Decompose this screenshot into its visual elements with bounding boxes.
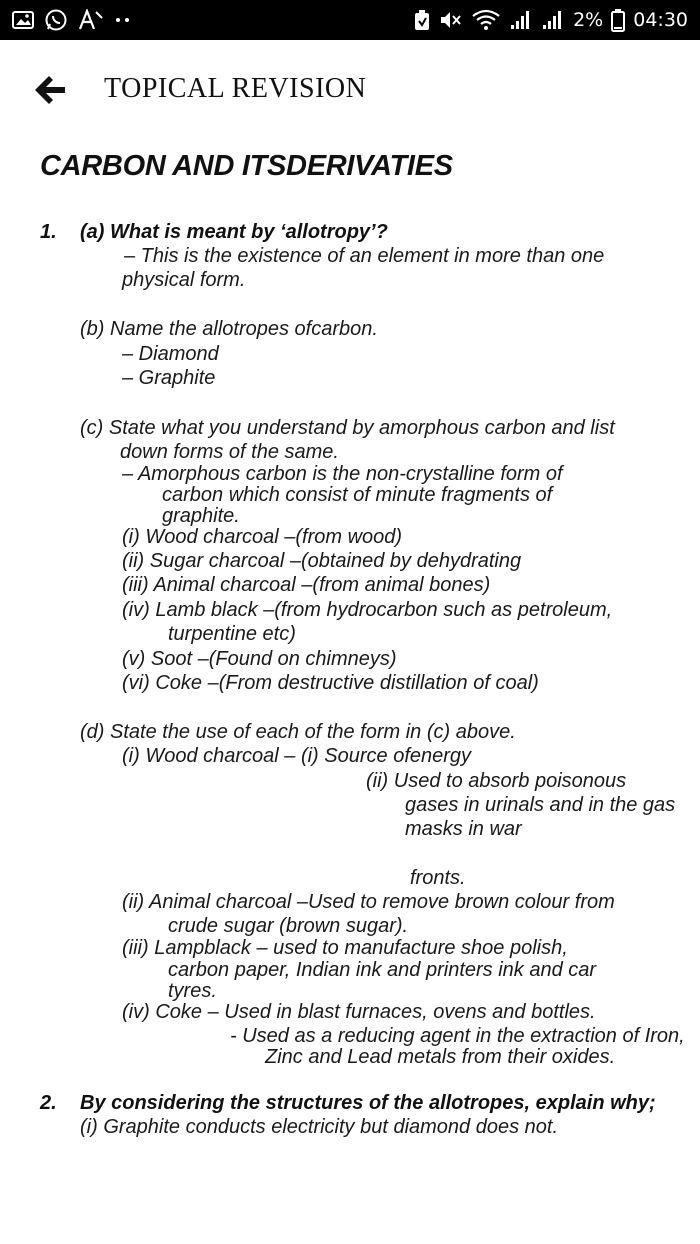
document-title: CARBON AND ITSDERIVATIES — [40, 150, 453, 182]
signal-icon — [509, 9, 533, 31]
question-1c-answer-line-2: carbon which consist of minute fragments of — [162, 484, 553, 506]
question-1c-list-item: (iv) Lamb black –(from hydrocarbon such as petroleum, — [122, 599, 613, 621]
question-1-number: 1. — [40, 221, 57, 243]
signal-icon-2 — [541, 9, 565, 31]
question-2-number: 2. — [40, 1092, 57, 1114]
question-1d-heading: (d) State the use of each of the form in (c) above. — [80, 721, 516, 743]
question-2-heading: By considering the structures of the allotropes, explain why; — [80, 1092, 656, 1114]
question-1d-line: tyres. — [168, 980, 217, 1002]
question-1d-line: (ii) Animal charcoal –Used to remove brown colour from — [122, 891, 615, 913]
question-1c-list-item: (ii) Sugar charcoal –(obtained by dehydrating — [122, 550, 522, 572]
question-1d-line: (i) Wood charcoal – (i) Source ofenergy — [122, 745, 472, 767]
question-1d-line: - Used as a reducing agent in the extraction of Iron, — [230, 1025, 685, 1047]
status-left-icons — [12, 8, 132, 32]
question-1d-line: Zinc and Lead metals from their oxides. — [265, 1046, 616, 1068]
question-2-item-1: (i) Graphite conducts electricity but diamond does not. — [80, 1116, 559, 1138]
status-bar — [0, 0, 700, 40]
question-1c-list-item: (iii) Animal charcoal –(from animal bones) — [122, 574, 491, 596]
question-1a-answer-line-2: physical form. — [122, 269, 246, 291]
question-1c-list-item: turpentine etc) — [168, 623, 296, 645]
question-1b-heading: (b) Name the allotropes ofcarbon. — [80, 318, 378, 340]
question-1c-list-item: (i) Wood charcoal –(from wood) — [122, 526, 403, 548]
question-1b-item-1: – Diamond — [122, 343, 219, 365]
app-title: TOPICAL REVISION — [104, 73, 367, 104]
gallery-icon — [12, 10, 34, 30]
clock: 04:30 — [633, 9, 688, 31]
app-bar — [0, 40, 700, 136]
battery-saver-icon — [413, 9, 431, 31]
more-dots-icon — [114, 16, 132, 24]
question-1d-line: gases in urinals and in the gas — [405, 794, 676, 816]
question-1c-answer-line-1: – Amorphous carbon is the non-crystalline form of — [122, 463, 563, 485]
question-1a-heading: (a) What is meant by ‘allotropy’? — [80, 221, 388, 243]
question-1d-line: fronts. — [410, 867, 466, 889]
mute-icon — [439, 9, 463, 31]
back-button[interactable] — [30, 70, 70, 110]
question-1b-item-2: – Graphite — [122, 367, 216, 389]
question-1c-heading-line-1: (c) State what you understand by amorphous carbon and list — [80, 417, 615, 439]
question-1d-line: crude sugar (brown sugar). — [168, 915, 409, 937]
document-content[interactable] — [0, 136, 700, 1144]
question-1d-line: (iv) Coke – Used in blast furnaces, ovens and bottles. — [122, 1001, 596, 1023]
question-1c-answer-line-3: graphite. — [162, 505, 240, 527]
question-1d-line: masks in war — [405, 818, 522, 840]
status-right-icons — [413, 8, 688, 32]
question-1d-line: carbon paper, Indian ink and printers ink and car — [168, 959, 597, 981]
whatsapp-icon — [44, 8, 68, 32]
wifi-icon — [471, 9, 501, 31]
battery-percent: 2% — [573, 9, 604, 31]
font-icon — [78, 9, 104, 31]
question-1d-line: (ii) Used to absorb poisonous — [366, 770, 627, 792]
question-1d-line: (iii) Lampblack – used to manufacture shoe polish, — [122, 937, 568, 959]
question-1c-list-item: (vi) Coke –(From destructive distillation of coal) — [122, 672, 539, 694]
arrow-left-icon — [33, 74, 67, 106]
question-1c-list-item: (v) Soot –(Found on chimneys) — [122, 648, 397, 670]
battery-icon — [611, 8, 625, 32]
question-1a-answer-line-1: – This is the existence of an element in more than one — [124, 245, 605, 267]
question-1c-heading-line-2: down forms of the same. — [120, 441, 339, 463]
